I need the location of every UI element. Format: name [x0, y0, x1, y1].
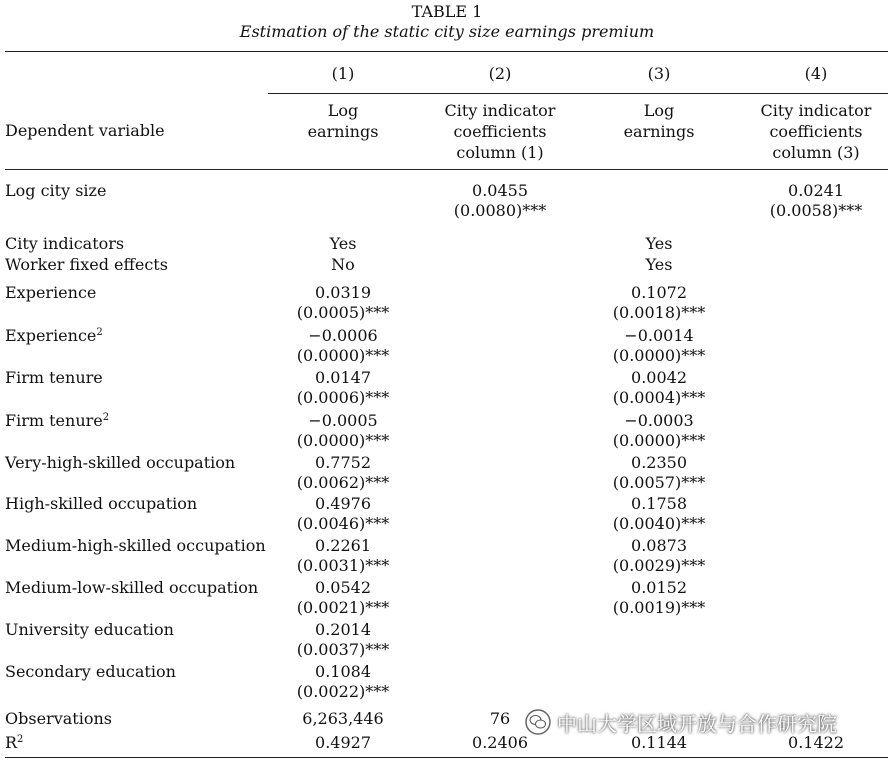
table-cell-estimate: Yes — [645, 234, 673, 253]
column-header-1 — [308, 100, 379, 142]
row-label — [5, 453, 235, 473]
column-header-3-line: earnings — [623, 122, 695, 141]
row-label-superscript: 2 — [102, 412, 110, 423]
table-cell-estimate: 0.2014 — [315, 620, 371, 639]
table-cell-estimate: 0.0873 — [631, 536, 687, 555]
table-cell-estimate: 0.2350 — [631, 453, 687, 472]
column-header-2-line: column (1) — [456, 143, 544, 162]
row-label — [5, 368, 103, 388]
top-rule — [5, 51, 888, 52]
row-label-superscript: 2 — [17, 734, 24, 745]
table-cell-estimate: 0.2261 — [315, 536, 371, 555]
row-label — [5, 709, 112, 729]
table-cell-estimate: 0.1144 — [631, 733, 687, 752]
table-cell-std-error: (0.0040)*** — [612, 514, 706, 533]
column-header-1-line: Log — [327, 101, 359, 120]
table-cell-estimate: −0.0003 — [624, 411, 694, 430]
table-cell-std-error: (0.0000)*** — [612, 346, 706, 365]
row-label-text: City indicators — [5, 234, 125, 253]
row-label — [5, 255, 168, 275]
row-label-text: Medium-low-skilled occupation — [5, 578, 259, 597]
table-cell-estimate: −0.0006 — [308, 326, 378, 345]
column-header-3-line: Log — [643, 101, 675, 120]
column-header-4-line: column (3) — [772, 143, 860, 162]
table-cell-estimate: No — [331, 255, 355, 274]
table-cell-estimate: 0.0042 — [631, 368, 687, 387]
table-cell-estimate: 0.0152 — [631, 578, 687, 597]
row-label-text: Medium-high-skilled occupation — [5, 536, 266, 555]
table-cell-estimate: 0.1084 — [315, 662, 371, 681]
row-label — [5, 411, 109, 431]
header-bottom-rule — [5, 169, 888, 170]
table-cell-estimate: 0.1072 — [631, 283, 687, 302]
table-cell-estimate: 0.0147 — [315, 368, 371, 387]
table-title: TABLE 1 — [411, 2, 483, 21]
table-cell-estimate: 0.0455 — [472, 181, 528, 200]
table-cell-estimate: −0.0014 — [624, 326, 694, 345]
column-number-4: (4) — [804, 64, 828, 83]
table-cell-std-error: (0.0058)*** — [769, 201, 863, 220]
table-cell-estimate: 0.0319 — [315, 283, 371, 302]
header-subrule — [268, 93, 888, 94]
row-label-text: Secondary education — [5, 662, 176, 681]
column-header-3 — [624, 100, 695, 142]
row-label — [5, 283, 96, 303]
row-label-text: Worker fixed effects — [5, 255, 168, 274]
table-cell-estimate: 0.4927 — [315, 733, 371, 752]
table-cell-std-error: (0.0018)*** — [612, 303, 706, 322]
row-label-text: Firm tenure — [5, 411, 103, 430]
table-cell-std-error: (0.0062)*** — [296, 473, 390, 492]
table-cell-std-error: (0.0019)*** — [612, 598, 706, 617]
column-header-4-line: coefficients — [769, 122, 863, 141]
column-number-2: (2) — [488, 64, 512, 83]
row-label-text: Log city size — [5, 181, 107, 200]
table-cell-estimate: 6,263,446 — [302, 709, 384, 728]
table-cell-estimate: 0.7752 — [315, 453, 371, 472]
column-number-1: (1) — [331, 64, 355, 83]
table-cell-std-error: (0.0031)*** — [296, 556, 390, 575]
row-label-text: University education — [5, 620, 174, 639]
row-label-text: R — [5, 733, 18, 752]
table-cell-std-error: (0.0004)*** — [612, 388, 706, 407]
row-label-text: High-skilled occupation — [5, 494, 198, 513]
table-cell-estimate: 76 — [489, 709, 511, 728]
table-cell-estimate: Yes — [329, 234, 357, 253]
column-header-2-line: coefficients — [453, 122, 547, 141]
dependent-variable-label: Dependent variable — [5, 121, 165, 140]
row-label — [5, 234, 124, 254]
row-label — [5, 733, 23, 753]
table-cell-estimate: −0.0005 — [308, 411, 378, 430]
table-subtitle: Estimation of the static city size earnings premium — [239, 22, 655, 41]
row-label — [5, 662, 176, 682]
watermark-text: 中山大学区域开放与合作研究院 — [557, 711, 837, 736]
table-cell-std-error: (0.0000)*** — [612, 431, 706, 450]
table-cell-std-error: (0.0037)*** — [296, 640, 390, 659]
column-header-2-line: City indicator — [444, 101, 556, 120]
table-cell-estimate: 0.1758 — [631, 494, 687, 513]
table-cell-std-error: (0.0021)*** — [296, 598, 390, 617]
row-label — [5, 536, 266, 556]
table-cell-estimate: 0.2406 — [472, 733, 528, 752]
table-cell-estimate: Yes — [645, 255, 673, 274]
table-cell-std-error: (0.0006)*** — [296, 388, 390, 407]
row-label-superscript: 2 — [96, 327, 103, 338]
table-cell-estimate: 0.0241 — [788, 181, 844, 200]
column-header-1-line: earnings — [307, 122, 379, 141]
table-cell-std-error: (0.0000)*** — [296, 431, 390, 450]
table-cell-std-error: (0.0029)*** — [612, 556, 706, 575]
table-cell-std-error: (0.0005)*** — [296, 303, 390, 322]
column-header-4-line: City indicator — [760, 101, 872, 120]
row-label — [5, 326, 103, 346]
row-label — [5, 181, 106, 201]
table-cell-std-error: (0.0000)*** — [296, 346, 390, 365]
table-cell-estimate: 0.0542 — [315, 578, 371, 597]
row-label — [5, 578, 258, 598]
table-cell-estimate: 0.4976 — [315, 494, 371, 513]
row-label — [5, 494, 197, 514]
bottom-rule — [5, 757, 888, 758]
column-header-2 — [445, 100, 556, 163]
row-label-text: Firm tenure — [5, 368, 103, 387]
table-cell-estimate: 0.1422 — [788, 733, 844, 752]
row-label-text: Observations — [5, 709, 112, 728]
column-number-3: (3) — [647, 64, 671, 83]
wechat-icon — [525, 709, 551, 735]
table-cell-std-error: (0.0022)*** — [296, 682, 390, 701]
row-label — [5, 620, 174, 640]
table-cell-std-error: (0.0080)*** — [453, 201, 547, 220]
column-header-4 — [761, 100, 872, 163]
watermark — [525, 707, 837, 737]
row-label-text: Very-high-skilled occupation — [5, 453, 236, 472]
table-cell-std-error: (0.0057)*** — [612, 473, 706, 492]
row-label-text: Experience — [5, 283, 97, 302]
table-cell-std-error: (0.0046)*** — [296, 514, 390, 533]
row-label-text: Experience — [5, 326, 97, 345]
